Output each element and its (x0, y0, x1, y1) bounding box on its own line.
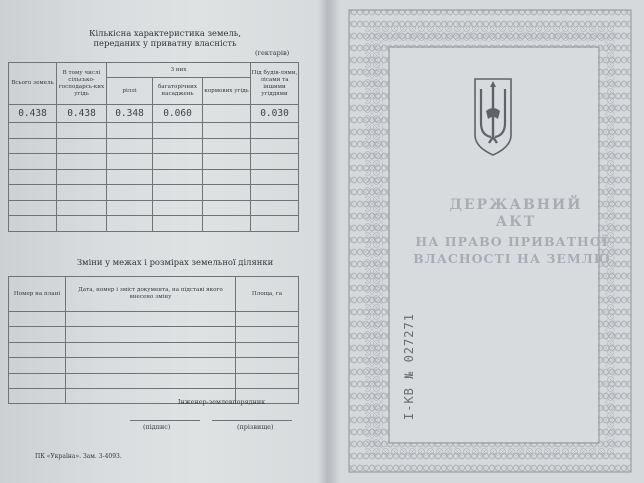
table-row (9, 373, 299, 388)
value-agricultural: 0.438 (57, 105, 107, 123)
value-perennial: 0.060 (153, 105, 203, 123)
table-row (9, 200, 299, 216)
print-imprint: ПК «Україна». Зам. 3-4093. (35, 453, 122, 460)
table-row (9, 138, 299, 154)
surname-caption: (прізвище) (237, 423, 274, 431)
header-perennial: багаторічних насаджень (153, 78, 203, 105)
signature-line (130, 420, 200, 421)
cover-title-line-2: АКТ (495, 214, 537, 230)
trident-icon (470, 75, 516, 157)
changes-header-row (9, 277, 299, 312)
header-of-them: З них (107, 63, 251, 78)
header-plan-number: Номер на плані (9, 277, 66, 312)
serial-number: I-КВ № 027271 (402, 313, 416, 420)
header-arable: ріллі (107, 78, 153, 105)
engineer-role-label: Інженер-землевпорядник (178, 398, 266, 406)
table-row (9, 154, 299, 170)
header-area: Площа, га (236, 277, 299, 312)
value-forage (203, 105, 251, 123)
header-row-top (9, 63, 299, 78)
table-row (9, 327, 299, 342)
header-total: Всього земель (9, 63, 57, 105)
surname-line (212, 420, 292, 421)
land-table-title-line-1: Кількісна характеристика земель, (88, 28, 242, 38)
table-row (9, 105, 299, 123)
value-buildings: 0.030 (251, 105, 299, 123)
cover-title-line-4: ВЛАСНОСТІ НА ЗЕМЛЮ (413, 251, 611, 266)
units-label: (гектарів) (255, 49, 290, 57)
table-row (9, 169, 299, 185)
header-agricultural: В тому числі сільсько-господарсь-ких угідь (57, 63, 107, 105)
signature-caption: (підпис) (143, 423, 171, 431)
value-arable: 0.348 (107, 105, 153, 123)
table-row (9, 185, 299, 201)
table-row (9, 342, 299, 357)
changes-table (8, 276, 299, 404)
table-row (9, 312, 299, 327)
table-row (9, 216, 299, 232)
land-characteristics-table (8, 62, 299, 232)
page-fold-shadow (318, 0, 340, 483)
land-table-title-line-2: переданих у приватну власність (93, 38, 237, 48)
value-total: 0.438 (9, 105, 57, 123)
header-forage: кормових угідь (203, 78, 251, 105)
header-document: Дата, номер і зміст документа, на підставі якого внесено зміну (66, 277, 236, 312)
cover-title-line-3: НА ПРАВО ПРИВАТНОЇ (415, 234, 609, 249)
changes-table-title: Зміни у межах і розмірах земельної ділянки (76, 257, 274, 267)
header-buildings: Під будів-лями, лісами та іншими угіддями (251, 63, 299, 105)
cover-title-line-1: ДЕРЖАВНИЙ (449, 197, 583, 213)
table-row (9, 358, 299, 373)
table-row (9, 123, 299, 139)
